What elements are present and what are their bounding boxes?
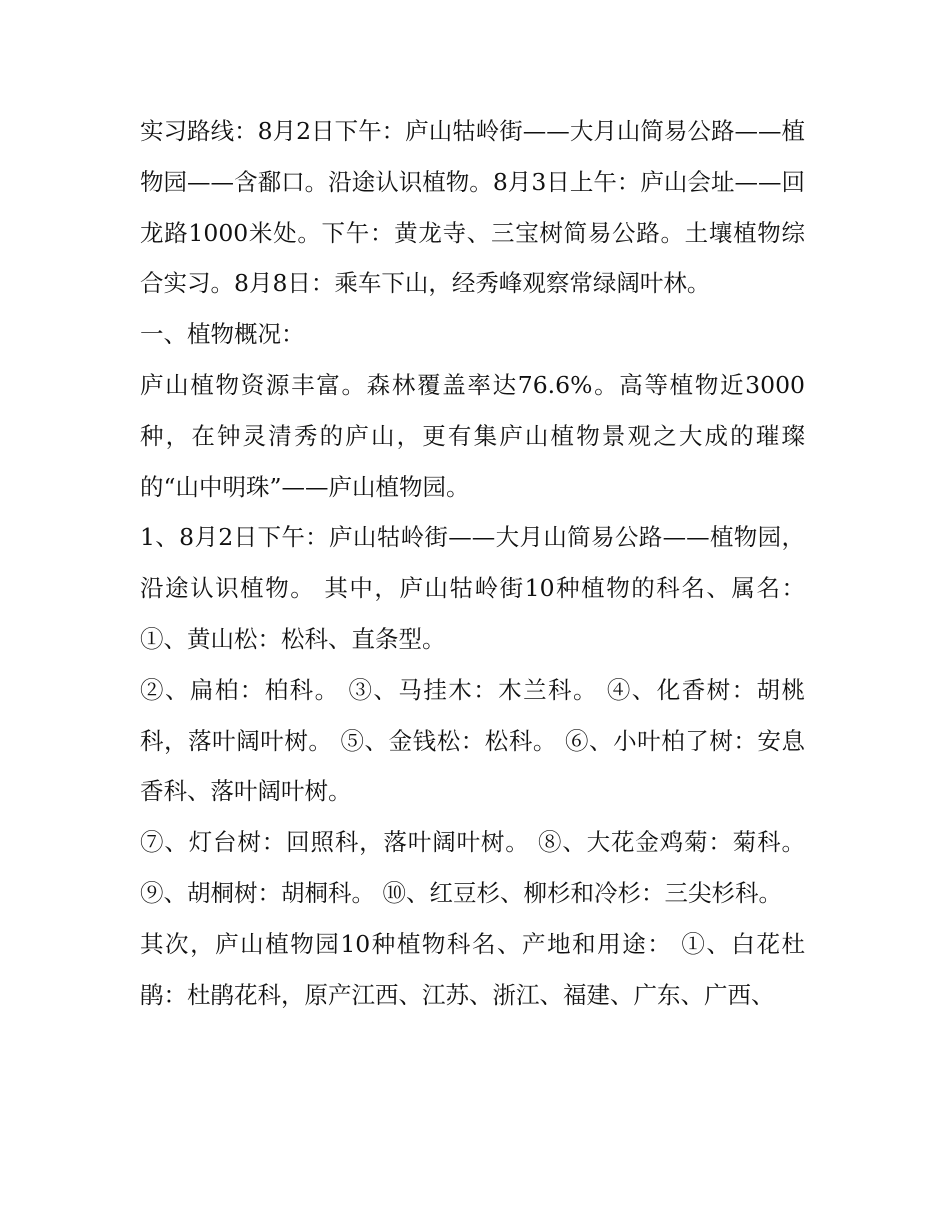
paragraph-plant-list-b: ⑦、灯台树：回照科，落叶阔叶树。 ⑧、大花金鸡菊：菊科。 ⑨、胡桐树：胡桐科。 ⑩、红豆杉、柳杉和冷杉：三尖杉科。: [140, 828, 805, 907]
paragraph-aug2-route: 1、8月2日下午：庐山牯岭街——大月山简易公路——植物园，沿途认识植物。 其中，庐山牯岭街10种植物的科名、属名： ①、黄山松：松科、直条型。: [140, 523, 805, 653]
paragraph-plant-list-a: ②、扁柏：柏科。 ③、马挂木：木兰科。 ④、化香树：胡桃科，落叶阔叶树。 ⑤、金钱松：松科。 ⑥、小叶柏了树：安息香科、落叶阔叶树。: [140, 675, 805, 806]
paragraph-botanical-garden: 其次，庐山植物园10种植物科名、产地和用途： ①、白花杜鹃：杜鹃花科，原产江西、江苏、浙江、福建、广东、广西、: [140, 929, 805, 1009]
paragraph-route: 实习路线：8月2日下午：庐山牯岭街——大月山简易公路——植物园——含鄱口。沿途认识植物。8月3日上午：庐山会址——回龙路1000米处。下午：黄龙寺、三宝树简易公路。土壤植物综合实习。8月8日：乘车下山，经秀峰观察常绿阔叶林。: [140, 117, 805, 298]
paragraph-plant-resources: 庐山植物资源丰富。森林覆盖率达76.6%。高等植物近3000种，在钟灵清秀的庐山，更有集庐山植物景观之大成的璀璨的“山中明珠”——庐山植物园。: [140, 370, 805, 501]
section-heading-plant-overview: 一、植物概况：: [140, 320, 305, 349]
document-page: [140, 106, 805, 1020]
